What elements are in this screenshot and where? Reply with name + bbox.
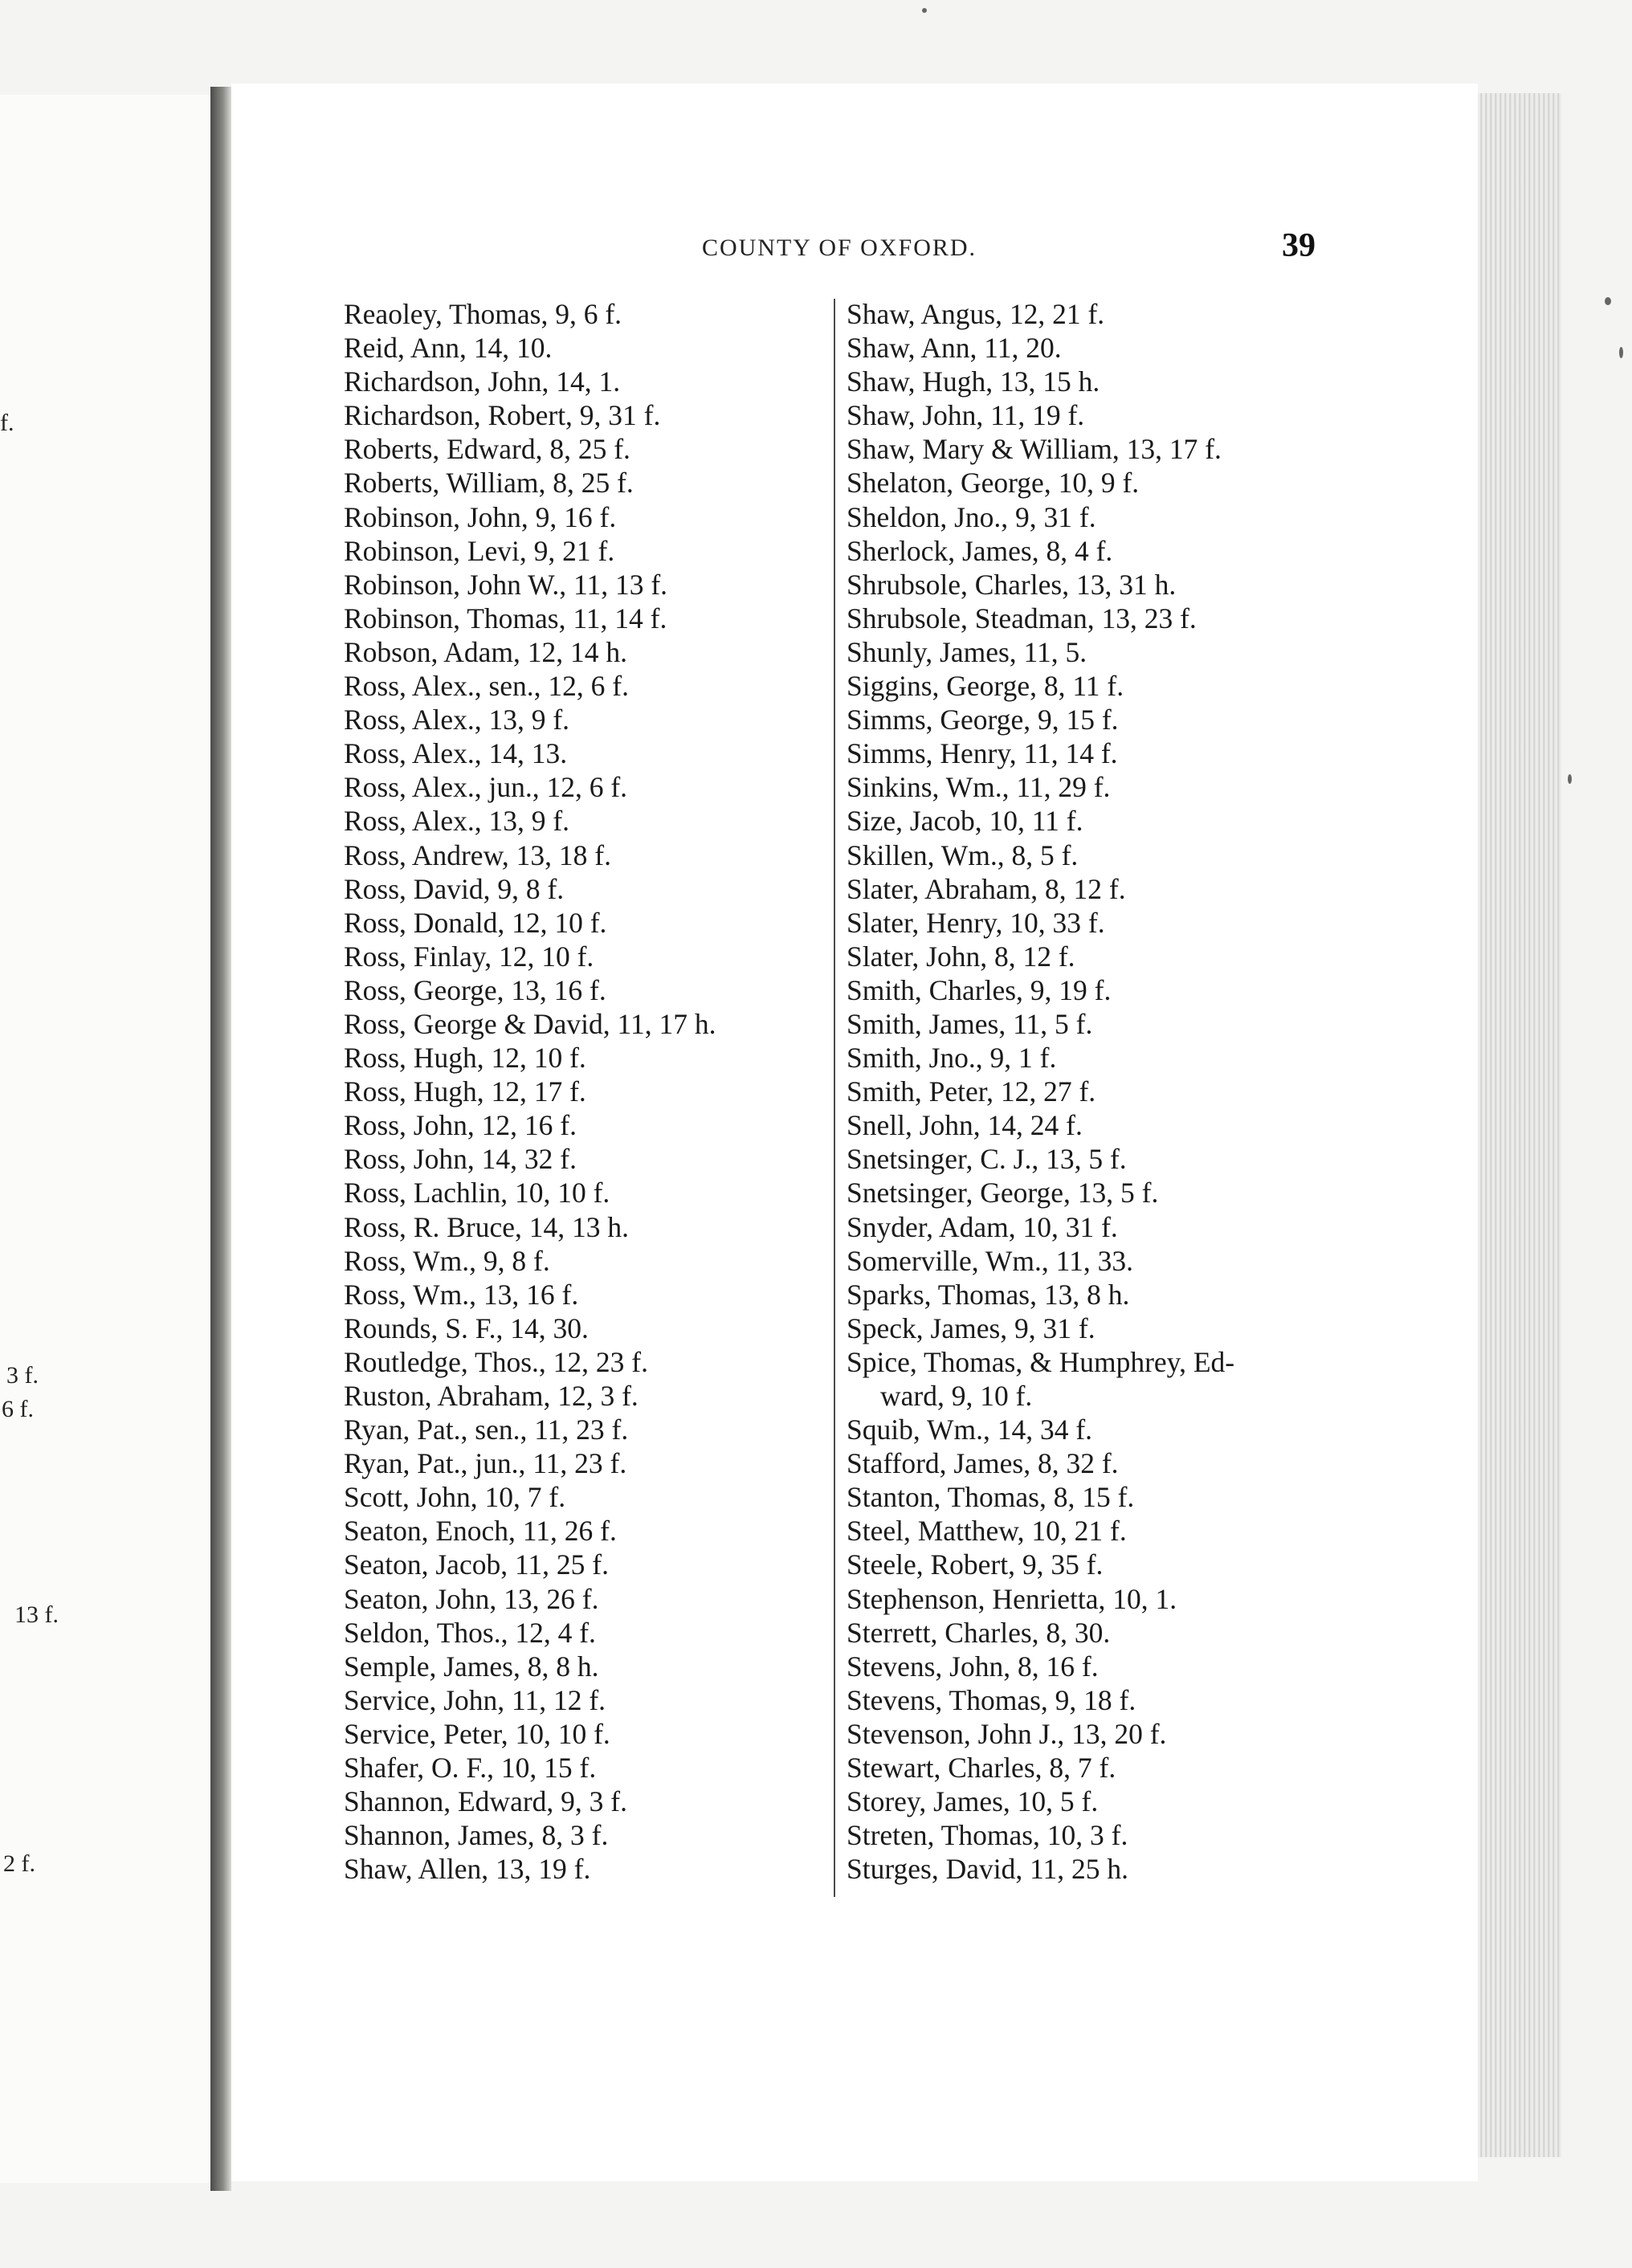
index-entry: Smith, Peter, 12, 27 f.: [847, 1075, 1096, 1108]
left-page-fragment: f.: [0, 410, 14, 436]
page-number: 39: [1282, 227, 1316, 264]
index-entry: Smith, James, 11, 5 f.: [847, 1007, 1093, 1040]
index-column-right: [847, 297, 1234, 1886]
index-entry: Sinkins, Wm., 11, 29 f.: [847, 771, 1111, 804]
index-entry: Shafer, O. F., 10, 15 f.: [344, 1752, 597, 1785]
index-entry: Roberts, Edward, 8, 25 f.: [344, 433, 630, 466]
index-entry: Scott, John, 10, 7 f.: [344, 1481, 566, 1514]
index-entry: Ruston, Abraham, 12, 3 f.: [344, 1380, 639, 1412]
page-edges: [1478, 93, 1561, 2157]
running-header: COUNTY OF OXFORD.: [701, 235, 977, 261]
index-entry: Stephenson, Henrietta, 10, 1.: [847, 1582, 1177, 1615]
index-entry: Simms, Henry, 11, 14 f.: [847, 737, 1118, 770]
index-entry: Richardson, John, 14, 1.: [344, 365, 621, 398]
index-entry: Richardson, Robert, 9, 31 f.: [344, 399, 661, 432]
book-gutter: [210, 87, 231, 2191]
index-entry: Ross, John, 12, 16 f.: [344, 1109, 577, 1142]
index-entry: Service, Peter, 10, 10 f.: [344, 1717, 610, 1750]
index-entry: Slater, Abraham, 8, 12 f.: [847, 872, 1126, 905]
index-entry: Ross, Lachlin, 10, 10 f.: [344, 1177, 610, 1209]
index-entry: Streten, Thomas, 10, 3 f.: [847, 1819, 1128, 1852]
scan-speck: [1568, 774, 1572, 784]
index-entry: Sparks, Thomas, 13, 8 h.: [847, 1278, 1130, 1311]
index-entry: Ross, Alex., 14, 13.: [344, 737, 568, 770]
index-entry: Steele, Robert, 9, 35 f.: [847, 1548, 1104, 1581]
index-entry: Stafford, James, 8, 32 f.: [847, 1447, 1119, 1480]
index-entry: Sturges, David, 11, 25 h.: [847, 1853, 1129, 1886]
index-entry: Sherlock, James, 8, 4 f.: [847, 534, 1113, 567]
index-entry: Siggins, George, 8, 11 f.: [847, 670, 1124, 703]
index-entry: Seaton, Enoch, 11, 26 f.: [344, 1515, 617, 1548]
left-page-fragment: 6 f.: [2, 1396, 34, 1422]
index-entry: Ross, Alex., jun., 12, 6 f.: [344, 771, 628, 804]
index-entry: Speck, James, 9, 31 f.: [847, 1311, 1095, 1344]
index-entry: Size, Jacob, 10, 11 f.: [847, 805, 1083, 838]
index-entry: Squib, Wm., 14, 34 f.: [847, 1413, 1093, 1446]
scan-speck: [1619, 347, 1623, 358]
index-entry: Snyder, Adam, 10, 31 f.: [847, 1210, 1118, 1243]
index-entry: Ross, Finlay, 12, 10 f.: [344, 940, 594, 973]
index-entry: Shaw, Allen, 13, 19 f.: [344, 1853, 591, 1886]
index-entry: Rounds, S. F., 14, 30.: [344, 1311, 589, 1344]
index-entry: Slater, John, 8, 12 f.: [847, 940, 1075, 973]
index-entry: Shaw, John, 11, 19 f.: [847, 399, 1085, 432]
index-entry: Skillen, Wm., 8, 5 f.: [847, 838, 1079, 871]
index-entry: ward, 9, 10 f.: [880, 1380, 1033, 1412]
index-entry: Shunly, James, 11, 5.: [847, 635, 1087, 668]
index-entry: Robinson, John W., 11, 13 f.: [344, 568, 668, 601]
scan-speck: [1605, 297, 1611, 305]
index-entry: Ross, John, 14, 32 f.: [344, 1143, 577, 1176]
index-entry: Sterrett, Charles, 8, 30.: [847, 1616, 1111, 1649]
index-entry: Robinson, Thomas, 11, 14 f.: [344, 602, 667, 634]
index-entry: Sheldon, Jno., 9, 31 f.: [847, 500, 1096, 533]
scan-speck: [922, 8, 927, 13]
index-entry: Robinson, John, 9, 16 f.: [344, 500, 617, 533]
index-entry: Seaton, Jacob, 11, 25 f.: [344, 1548, 609, 1581]
index-entry: Somerville, Wm., 11, 33.: [847, 1244, 1133, 1277]
index-entry: Seaton, John, 13, 26 f.: [344, 1582, 599, 1615]
index-entry: Shannon, Edward, 9, 3 f.: [344, 1785, 627, 1818]
index-entry: Reaoley, Thomas, 9, 6 f.: [344, 298, 622, 330]
index-entry: Storey, James, 10, 5 f.: [847, 1785, 1099, 1818]
index-entry: Routledge, Thos., 12, 23 f.: [344, 1345, 648, 1378]
index-entry: Snetsinger, C. J., 13, 5 f.: [847, 1143, 1127, 1176]
index-entry: Ross, David, 9, 8 f.: [344, 872, 565, 905]
index-entry: Shrubsole, Steadman, 13, 23 f.: [847, 602, 1197, 634]
left-page: [0, 95, 211, 2183]
index-entry: Smith, Charles, 9, 19 f.: [847, 973, 1112, 1006]
index-entry: Service, John, 11, 12 f.: [344, 1683, 606, 1716]
index-entry: Shannon, James, 8, 3 f.: [344, 1819, 609, 1852]
index-entry: Shaw, Hugh, 13, 15 h.: [847, 365, 1100, 398]
index-entry: Shaw, Mary & William, 13, 17 f.: [847, 433, 1222, 466]
index-entry: Simms, George, 9, 15 f.: [847, 704, 1119, 736]
index-entry: Steel, Matthew, 10, 21 f.: [847, 1515, 1127, 1548]
column-divider: [834, 299, 835, 1897]
index-entry: Stewart, Charles, 8, 7 f.: [847, 1752, 1116, 1785]
index-entry: Smith, Jno., 9, 1 f.: [847, 1042, 1057, 1075]
index-entry: Ryan, Pat., sen., 11, 23 f.: [344, 1413, 629, 1446]
index-column-left: [344, 297, 716, 1886]
index-entry: Stevenson, John J., 13, 20 f.: [847, 1717, 1167, 1750]
index-entry: Robinson, Levi, 9, 21 f.: [344, 534, 615, 567]
index-entry: Seldon, Thos., 12, 4 f.: [344, 1616, 596, 1649]
index-entry: Ross, George, 13, 16 f.: [344, 973, 606, 1006]
index-entry: Ross, Andrew, 13, 18 f.: [344, 838, 611, 871]
index-entry: Robson, Adam, 12, 14 h.: [344, 635, 628, 668]
left-page-fragment: 3 f.: [6, 1362, 39, 1389]
index-entry: Shaw, Ann, 11, 20.: [847, 332, 1062, 365]
index-entry: Ross, Wm., 13, 16 f.: [344, 1278, 579, 1311]
index-entry: Semple, James, 8, 8 h.: [344, 1650, 599, 1683]
index-entry: Roberts, William, 8, 25 f.: [344, 467, 634, 500]
index-entry: Ross, R. Bruce, 14, 13 h.: [344, 1210, 629, 1243]
index-entry: Ross, Wm., 9, 8 f.: [344, 1244, 550, 1277]
index-entry: Ross, Alex., 13, 9 f.: [344, 805, 570, 838]
index-entry: Shrubsole, Charles, 13, 31 h.: [847, 568, 1177, 601]
index-entry: Stanton, Thomas, 8, 15 f.: [847, 1481, 1135, 1514]
index-entry: Ross, Donald, 12, 10 f.: [344, 906, 607, 939]
index-entry: Spice, Thomas, & Humphrey, Ed-: [847, 1345, 1235, 1378]
index-entry: Ross, Hugh, 12, 17 f.: [344, 1075, 586, 1108]
index-entry: Ross, Alex., sen., 12, 6 f.: [344, 670, 629, 703]
index-entry: Snell, John, 14, 24 f.: [847, 1109, 1083, 1142]
index-entry: Stevens, John, 8, 16 f.: [847, 1650, 1099, 1683]
index-entry: Ross, Hugh, 12, 10 f.: [344, 1042, 586, 1075]
left-page-fragment: 2 f.: [3, 1850, 35, 1877]
index-entry: Stevens, Thomas, 9, 18 f.: [847, 1683, 1136, 1716]
index-entry: Ryan, Pat., jun., 11, 23 f.: [344, 1447, 627, 1480]
index-entry: Ross, Alex., 13, 9 f.: [344, 704, 570, 736]
index-entry: Slater, Henry, 10, 33 f.: [847, 906, 1105, 939]
index-entry: Reid, Ann, 14, 10.: [344, 332, 553, 365]
index-entry: Ross, George & David, 11, 17 h.: [344, 1007, 716, 1040]
index-entry: Snetsinger, George, 13, 5 f.: [847, 1177, 1159, 1209]
index-entry: Shelaton, George, 10, 9 f.: [847, 467, 1140, 500]
index-entry: Shaw, Angus, 12, 21 f.: [847, 298, 1105, 330]
left-page-fragment: 13 f.: [14, 1601, 59, 1628]
